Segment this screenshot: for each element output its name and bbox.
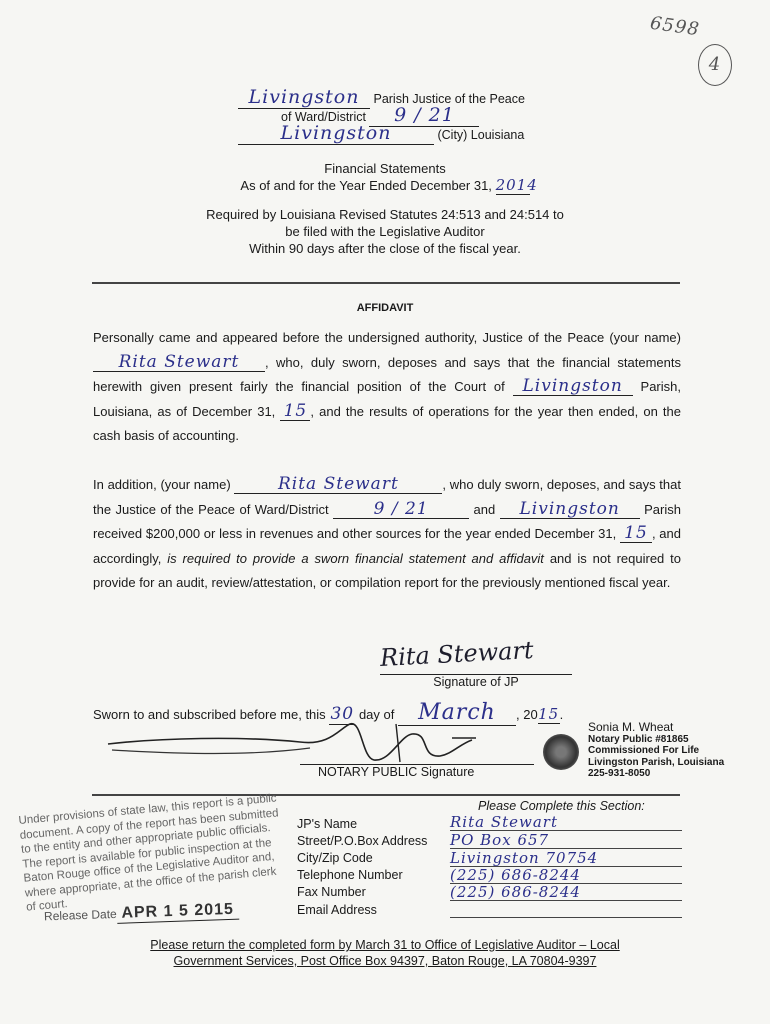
contact-value-fax: (225) 686-8244 bbox=[450, 883, 682, 901]
footer-line1: Please return the completed form by March 31 to Office of Legislative Auditor – Local bbox=[150, 938, 620, 952]
jp-name-field-2: Rita Stewart bbox=[234, 475, 442, 494]
contact-label-name: JP's Name bbox=[297, 817, 358, 831]
release-notice: Under provisions of state law, this report is a public document. A copy of the report has been submitted to the entity and other appropriate public officials. The report is available for public inspection at the Baton Rouge office of the Legislative Auditor and, where appropriate, at the office of the parish clerk of court. bbox=[18, 792, 279, 914]
notary-phone: 225-931-8050 bbox=[588, 768, 651, 779]
parish-field: Livingston bbox=[500, 500, 640, 519]
contact-label-telephone: Telephone Number bbox=[297, 868, 403, 882]
court-parish-field: Livingston bbox=[513, 377, 633, 396]
parish-handwritten: Livingston bbox=[238, 86, 370, 109]
header-city-line bbox=[238, 122, 524, 145]
contact-value-address: PO Box 657 bbox=[450, 831, 682, 849]
contact-label-address: Street/P.O.Box Address bbox=[297, 834, 428, 848]
affidavit-heading: AFFIDAVIT bbox=[356, 302, 414, 314]
sworn-line: Sworn to and subscribed before me, this 30 day of March , 2015. bbox=[93, 700, 564, 725]
contact-label-fax: Fax Number bbox=[297, 885, 366, 899]
contact-value-email bbox=[450, 900, 682, 918]
footer-line2: Government Services, Post Office Box 94397, Baton Rouge, LA 70804-9397 bbox=[173, 954, 597, 968]
affidavit-paragraph-2: In addition, (your name) Rita Stewart , who duly sworn, deposes, and says that the Justice of the Peace of Ward/District 9 / 21 and Livingston Parish received $200,000 or less in revenues and other sources for the year ended December 31, 15 , and accordingly, is required to provide a sworn financial statement and affidavit and is not required to provide for an audit, review/attestation, or compilation report for the previously mentioned fiscal year. bbox=[93, 474, 682, 590]
contact-label-city-zip: City/Zip Code bbox=[297, 851, 373, 865]
header-divider bbox=[92, 282, 680, 284]
notary-signature bbox=[100, 718, 490, 768]
affidavit-paragraph-1: Personally came and appeared before the undersigned authority, Justice of the Peace (your name) Rita Stewart , who, duly sworn, deposes and says that the financial statements herewith given present fairly the financial position of the Court of Livingston Parish, Louisiana, as of December 31, 15 , and the results of operations for the year then ended, on the cash basis of accounting. bbox=[93, 330, 681, 443]
title-block bbox=[0, 160, 770, 195]
city-label: (City) Louisiana bbox=[437, 128, 525, 142]
notary-name: Sonia M. Wheat bbox=[588, 720, 674, 734]
ward-handwritten: 9 / 21 bbox=[369, 104, 479, 127]
year-ended-field: 15 bbox=[620, 524, 652, 543]
release-date-stamp: APR 1 5 2015 bbox=[121, 900, 235, 922]
footer-return-instructions bbox=[0, 937, 770, 969]
notary-stamp bbox=[588, 722, 724, 780]
sworn-year-field: 15 bbox=[538, 705, 560, 723]
fiscal-year-handwritten: 2014 bbox=[495, 176, 538, 194]
jp-signature: Rita Stewart bbox=[379, 635, 535, 673]
contact-label-email: Email Address bbox=[297, 903, 377, 917]
requirement-line2: be filed with the Legislative Auditor bbox=[285, 224, 485, 239]
requirement-line1: Required by Louisiana Revised Statutes 24:513 and 24:514 to bbox=[206, 207, 564, 222]
title-line2: As of and for the Year Ended December 31, 2014 bbox=[240, 176, 538, 194]
jp-name-field-1: Rita Stewart bbox=[93, 353, 265, 372]
contact-heading: Please Complete this Section: bbox=[478, 799, 645, 813]
notary-commission: Commissioned For Life bbox=[588, 745, 700, 756]
handwritten-file-number: 6598 bbox=[648, 12, 702, 41]
release-date-label: Release Date bbox=[43, 906, 117, 924]
as-of-year-field: 15 bbox=[280, 402, 310, 421]
contact-value-telephone: (225) 686-8244 bbox=[450, 866, 682, 884]
city-handwritten: Livingston bbox=[238, 122, 434, 145]
sworn-day-field: 30 bbox=[330, 704, 355, 724]
contact-value-name: Rita Stewart bbox=[450, 813, 682, 831]
notary-signature-label: NOTARY PUBLIC Signature bbox=[318, 765, 475, 779]
requirement-block bbox=[0, 206, 770, 257]
requirement-line3: Within 90 days after the close of the fiscal year. bbox=[249, 241, 521, 256]
signature-divider bbox=[92, 794, 680, 796]
notary-seal-icon bbox=[543, 734, 579, 770]
ward-label: of Ward/District bbox=[281, 110, 366, 124]
circled-page-number: 4 bbox=[698, 44, 732, 86]
jp-signature-label: Signature of JP bbox=[433, 675, 519, 689]
notary-number: Notary Public #81865 bbox=[588, 733, 689, 745]
title-line1: Financial Statements bbox=[324, 161, 446, 176]
parish-label: Parish Justice of the Peace bbox=[373, 92, 525, 106]
notary-parish: Livingston Parish, Louisiana bbox=[588, 756, 725, 768]
contact-value-city-zip: Livingston 70754 bbox=[450, 849, 682, 867]
ward-district-field: 9 / 21 bbox=[333, 500, 469, 519]
sworn-month-field: March bbox=[398, 700, 516, 726]
